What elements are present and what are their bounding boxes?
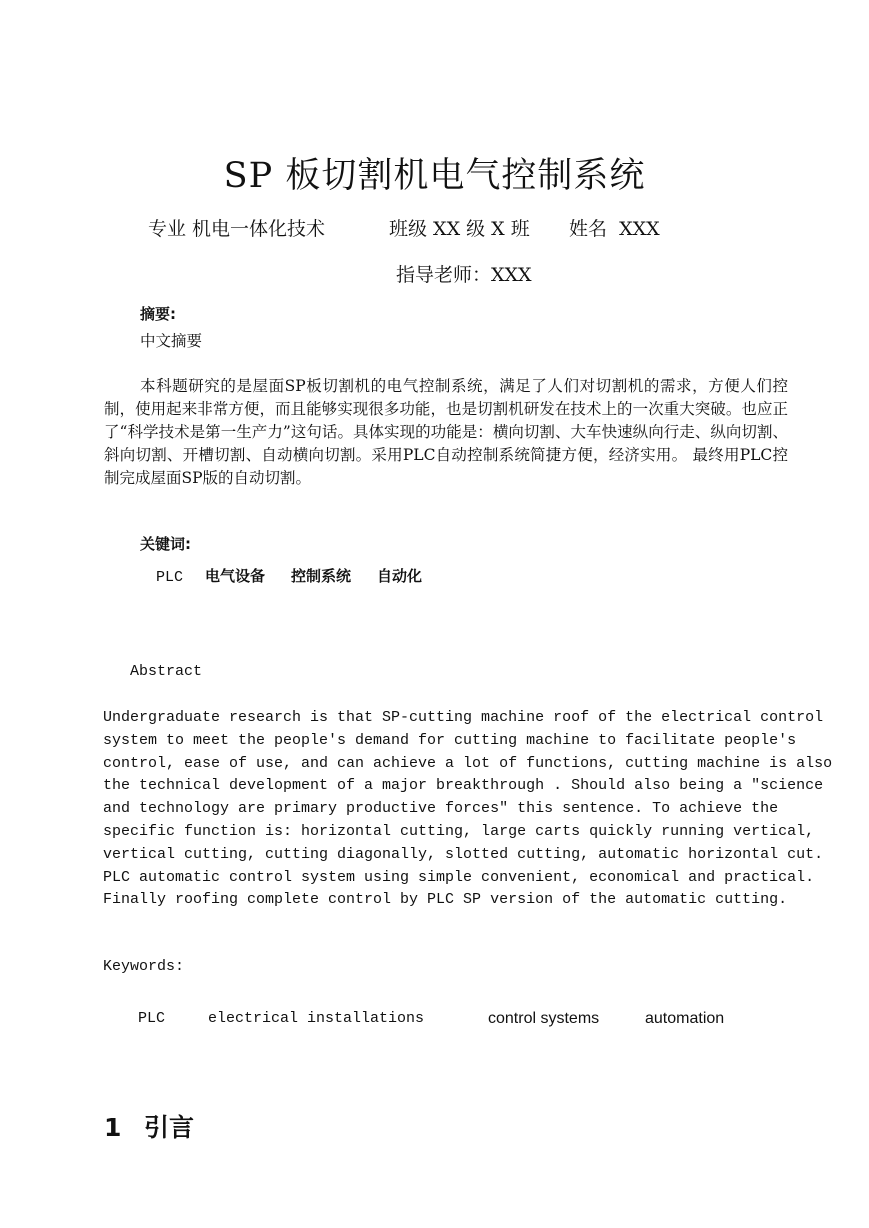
keyword-cn-item: 电气设备 [205,567,266,585]
keyword-cn-item: PLC [156,569,184,586]
keywords-cn-label: 关键词: [140,535,191,553]
abstract-en-body [103,707,833,912]
section-heading [104,1108,194,1144]
abstract-en-line: vertical cutting, cutting diagonally, slotted cutting, automatic horizontal cut. [103,845,824,863]
keywords-en-label: Keywords: [103,958,185,975]
keyword-en-item: control systems [488,1010,600,1027]
abstract-en-line: the technical development of a major breakthrough . Should also being a "science [103,777,824,795]
keyword-en-item: automation [645,1010,725,1027]
abstract-en-line: control, ease of use, and can achieve a lot of functions, cutting machine is also [103,754,833,772]
section-number: 1 [104,1113,122,1142]
author-meta-line [148,214,660,241]
document-title: SP 板切割机电气控制系统 [223,156,646,196]
student-name-field: 姓名 XXX [569,218,660,240]
class-field: 班级 XX 级 X 班 [389,218,530,240]
abstract-cn-sublabel: 中文摘要 [140,332,203,350]
keywords-cn-list [156,565,444,586]
abstract-en-line: system to meet the people's demand for cutting machine to facilitate people's [103,731,797,749]
abstract-en-line: and technology are primary productive forces" this sentence. To achieve the [103,800,779,818]
keyword-en-item: electrical installations [208,1010,425,1027]
abstract-en-line: Finally roofing complete control by PLC SP version of the automatic cutting. [103,891,788,909]
abstract-en-line: specific function is: horizontal cutting, large carts quickly running vertical, [103,822,815,840]
advisor-line: 指导老师：XXX [396,264,532,286]
abstract-cn-body: 本科题研究的是屋面SP板切割机的电气控制系统，满足了人们对切割机的需求，方便人们控制，使用起来非常方便，而且能够实现很多功能，也是切割机研发在技术上的一次重大突破。也应正了“科学技术是第一生产力”这句话。具体实现的功能是：横向切割、大车快速纵向行走、纵向切割、斜向切割、开槽切割、自动横向切割。采用PLC自动控制系统简捷方便，经济实用。 最终用PLC控制完成屋面SP版的自动切割。 [104,377,788,487]
keyword-cn-item: 控制系统 [291,567,352,585]
abstract-en-line: PLC automatic control system using simple convenient, economical and practical. [103,868,815,886]
keyword-cn-item: 自动化 [377,567,423,585]
keyword-en-item: PLC [138,1010,166,1027]
abstract-en-label: Abstract [130,663,203,680]
abstract-cn-label: 摘要: [140,305,176,323]
abstract-en-line: Undergraduate research is that SP-cutting machine roof of the electrical control [103,709,824,726]
major-field: 专业 机电一体化技术 [148,218,326,240]
section-title: 引言 [144,1113,195,1142]
